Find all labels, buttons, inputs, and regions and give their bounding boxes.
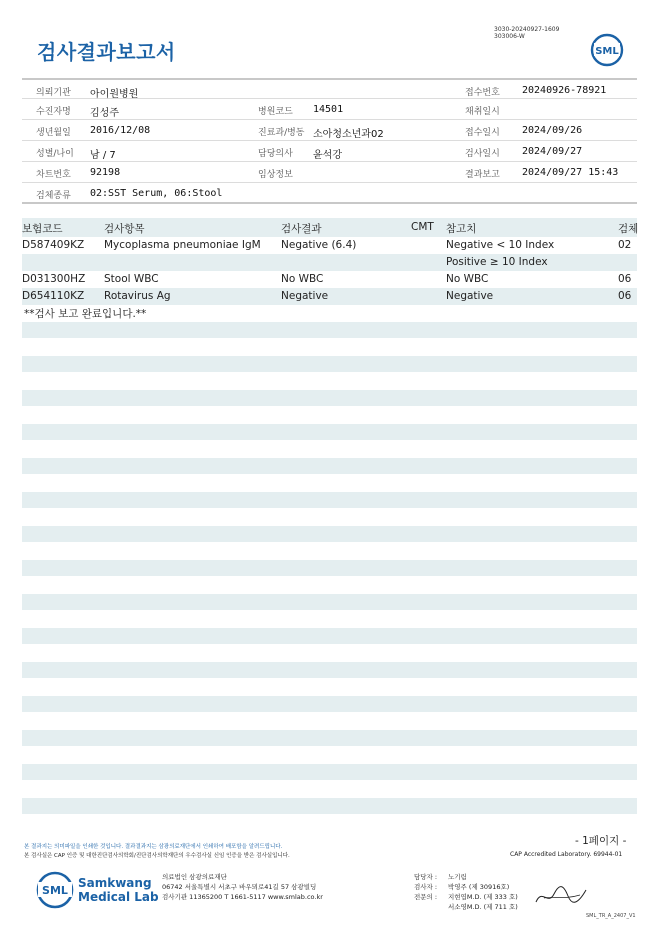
info-row bbox=[22, 183, 637, 204]
page-number: - 1페이지 - bbox=[575, 835, 627, 847]
row-result: Negative (6.4) bbox=[281, 239, 357, 251]
col-code: 보험코드 bbox=[22, 223, 63, 235]
report-complete-note: **검사 보고 완료입니다.** bbox=[24, 308, 147, 320]
empty-row bbox=[22, 424, 637, 440]
row-code: D587409KZ bbox=[22, 239, 85, 251]
row-item: Rotavirus Ag bbox=[104, 290, 171, 302]
row-code: D654110KZ bbox=[22, 290, 85, 302]
cap-accreditation: CAP Accredited Laboratory. 69944-01 bbox=[510, 851, 623, 858]
receipt-date-label: 접수일시 bbox=[465, 128, 500, 138]
signature-icon bbox=[530, 880, 590, 910]
col-ref: 참고치 bbox=[446, 223, 477, 235]
empty-row bbox=[22, 730, 637, 746]
hospital-code-value: 14501 bbox=[313, 104, 344, 115]
empty-row bbox=[22, 662, 637, 678]
doctor-label: 담당의사 bbox=[258, 149, 293, 159]
birth-label: 생년월일 bbox=[36, 128, 71, 138]
report-date-label: 결과보고 bbox=[465, 170, 500, 180]
info-row bbox=[22, 162, 637, 183]
hospital-label: 의뢰기관 bbox=[36, 88, 71, 98]
col-result: 검사결과 bbox=[281, 223, 322, 235]
sex-age-label: 성별/나이 bbox=[36, 149, 74, 159]
report-date-value: 2024/09/27 15:43 bbox=[522, 167, 619, 178]
row-code: D031300HZ bbox=[22, 273, 86, 285]
dept-value: 소아청소년과02 bbox=[313, 129, 384, 140]
row-result: Negative bbox=[281, 290, 329, 302]
name-value: 김성주 bbox=[90, 108, 119, 119]
table-row bbox=[22, 288, 637, 305]
chart-label: 차트번호 bbox=[36, 170, 71, 180]
row-ref: Negative < 10 Index bbox=[446, 239, 555, 251]
row-result: No WBC bbox=[281, 273, 324, 285]
sex-age-value: 남 / 7 bbox=[90, 150, 116, 161]
chart-value: 92198 bbox=[90, 167, 121, 178]
sml-footer-logo-icon bbox=[35, 870, 75, 910]
hospital-value: 아이원병원 bbox=[90, 89, 139, 100]
empty-row bbox=[22, 492, 637, 508]
collect-date-label: 채취일시 bbox=[465, 107, 500, 117]
name-label: 수진자명 bbox=[36, 107, 71, 117]
table-row bbox=[22, 271, 637, 288]
staff-list: 담당자 : 노기림 검사자 : 박영주 (제 30916호) 전문의 : 지현엽M.D. (제 333 호) 서소영M.D. (제 711 호) bbox=[414, 873, 518, 911]
row-specimen: 06 bbox=[618, 290, 632, 302]
specimen-type-value: 02:SST Serum, 06:Stool bbox=[90, 188, 223, 199]
empty-row bbox=[22, 390, 637, 406]
test-date-label: 검사일시 bbox=[465, 149, 500, 159]
form-code: SML_TR_A_2407_V1 bbox=[586, 913, 636, 919]
hospital-code-label: 병원코드 bbox=[258, 107, 293, 117]
row-specimen: 06 bbox=[618, 273, 632, 285]
patient-info bbox=[22, 78, 637, 204]
empty-row bbox=[22, 560, 637, 576]
notice-line-1: 본 결과지는 의미파일을 인쇄한 것입니다. 결과결과지는 삼광의료재단에서 인쇄하여 배포함을 알려드립니다. bbox=[24, 844, 283, 850]
col-cmt: CMT bbox=[411, 221, 434, 233]
info-row bbox=[22, 99, 637, 120]
birth-value: 2016/12/08 bbox=[90, 125, 151, 136]
empty-row bbox=[22, 696, 637, 712]
sml-logo-icon bbox=[590, 33, 624, 67]
specimen-type-label: 검체종류 bbox=[36, 191, 71, 201]
empty-row bbox=[22, 628, 637, 644]
empty-row bbox=[22, 798, 637, 814]
row-ref: Negative bbox=[446, 290, 494, 302]
results-table bbox=[22, 218, 637, 305]
page-title: 검사결과보고서 bbox=[37, 40, 176, 64]
notice-line-2: 본 검사실은 CAP 인증 및 대한진단검사의학회/진단검사의학재단의 우수검사실 신임 인증을 받은 검사실입니다. bbox=[24, 853, 290, 859]
row-specimen: 02 bbox=[618, 239, 632, 251]
empty-row bbox=[22, 526, 637, 542]
row-item: Mycoplasma pneumoniae IgM bbox=[104, 239, 261, 251]
row-ref: No WBC bbox=[446, 273, 489, 285]
doctor-value: 윤석강 bbox=[313, 150, 342, 161]
empty-rows bbox=[22, 322, 637, 832]
empty-row bbox=[22, 458, 637, 474]
brand-name: Samkwang Medical Lab bbox=[78, 876, 159, 904]
svg-text:SML: SML bbox=[595, 46, 619, 57]
receipt-no-label: 접수번호 bbox=[465, 88, 500, 98]
table-row bbox=[22, 254, 637, 271]
col-item: 검사항목 bbox=[104, 223, 145, 235]
info-row bbox=[22, 78, 637, 99]
receipt-date-value: 2024/09/26 bbox=[522, 125, 583, 136]
results-header bbox=[22, 218, 637, 237]
row-item: Stool WBC bbox=[104, 273, 159, 285]
receipt-no-value: 20240926-78921 bbox=[522, 85, 607, 96]
row-ref: Positive ≥ 10 Index bbox=[446, 256, 548, 268]
empty-row bbox=[22, 322, 637, 338]
clinical-label: 임상정보 bbox=[258, 170, 293, 180]
empty-row bbox=[22, 356, 637, 372]
empty-row bbox=[22, 594, 637, 610]
table-row bbox=[22, 237, 637, 254]
dept-label: 진료과/병동 bbox=[258, 128, 305, 138]
info-row bbox=[22, 141, 637, 162]
info-row bbox=[22, 120, 637, 141]
svg-text:SML: SML bbox=[42, 884, 68, 897]
lab-address: 의료법인 삼광의료재단 06742 서울특별시 서초구 바우뫼로41길 57 삼광빌딩 검사기관 11365200 T 1661-5117 www.smlab.co.kr bbox=[162, 873, 323, 901]
document-code: 3030-20240927-1609 303006-W bbox=[494, 26, 560, 40]
col-specimen: 검체 bbox=[618, 223, 639, 235]
empty-row bbox=[22, 764, 637, 780]
test-date-value: 2024/09/27 bbox=[522, 146, 583, 157]
